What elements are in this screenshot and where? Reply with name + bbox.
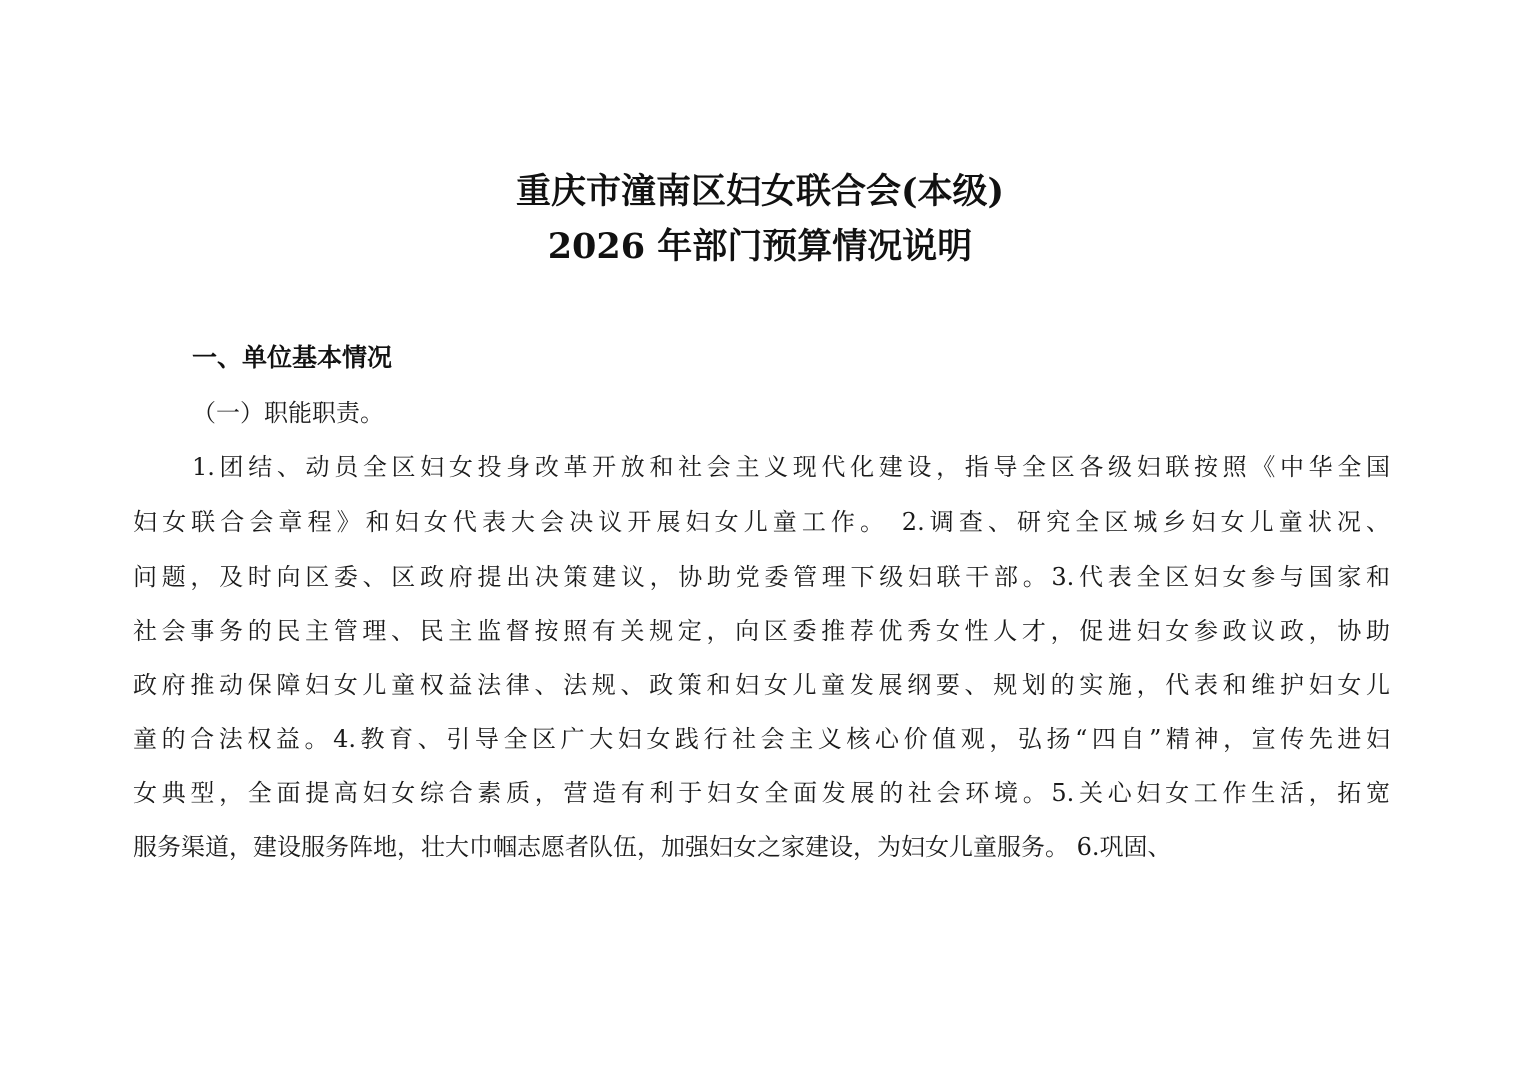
section-heading: 一、单位基本情况 [192, 343, 393, 372]
sub-heading: （一）职能职责。 [192, 399, 384, 427]
paragraph-line: 社会事务的民主管理、民主监督按照有关规定，向区委推荐优秀女性人才，促进妇女参政议政，协助 [133, 617, 1390, 645]
document-title-line-1: 重庆市潼南区妇女联合会(本级) [515, 171, 1005, 212]
paragraph-line: 妇女联合会章程》和妇女代表大会决议开展妇女儿童工作。 2.调查、研究全区城乡妇女儿童状况、 [133, 508, 1390, 536]
paragraph-line: 童的合法权益。4.教育、引导全区广大妇女践行社会主义核心价值观，弘扬“四自”精神，宣传先进妇 [133, 725, 1390, 753]
paragraph-line: 1.团结、动员全区妇女投身改革开放和社会主义现代化建设，指导全区各级妇联按照《中华全国 [192, 453, 1390, 481]
paragraph-line: 女典型，全面提高妇女综合素质，营造有利于妇女全面发展的社会环境。5.关心妇女工作生活，拓宽 [133, 779, 1390, 807]
paragraph-line: 服务渠道，建设服务阵地，壮大巾帼志愿者队伍，加强妇女之家建设，为妇女儿童服务。 6.巩固、 [133, 833, 1172, 861]
document-title-line-2: 2026 年部门预算情况说明 [547, 226, 973, 267]
paragraph-line: 问题，及时向区委、区政府提出决策建议，协助党委管理下级妇联干部。3.代表全区妇女参与国家和 [133, 563, 1390, 591]
paragraph-line: 政府推动保障妇女儿童权益法律、法规、政策和妇女儿童发展纲要、规划的实施，代表和维护妇女儿 [133, 671, 1390, 699]
